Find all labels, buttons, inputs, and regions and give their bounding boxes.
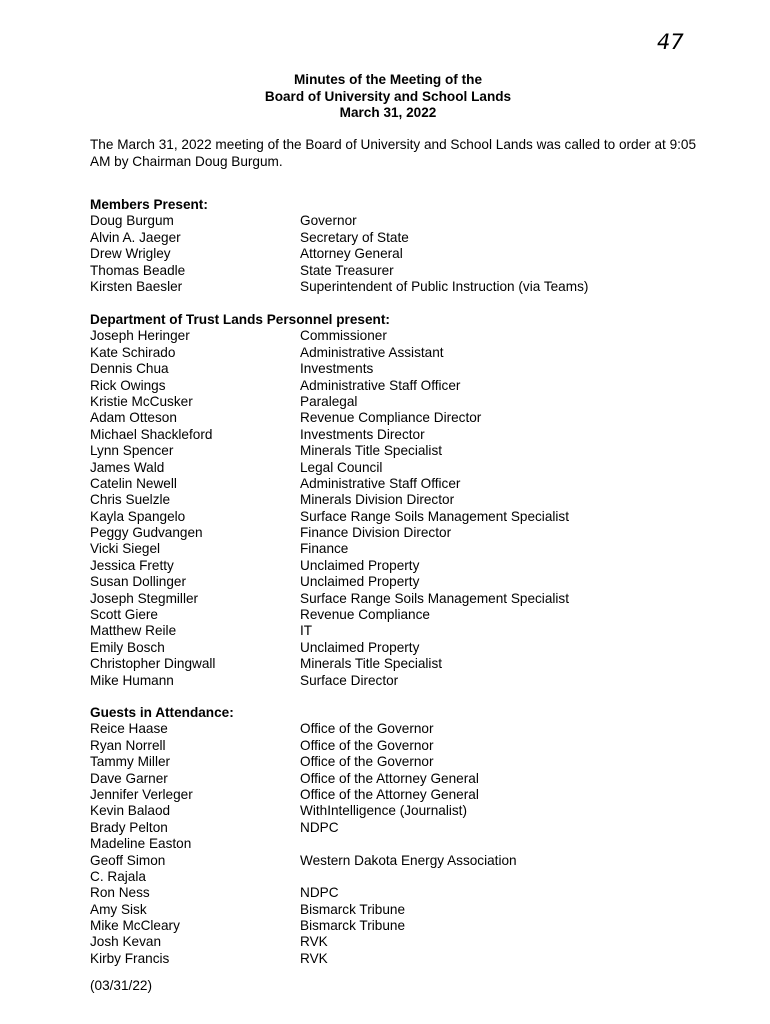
attendee-row [90,279,710,295]
attendee-name: Drew Wrigley [90,246,171,262]
attendee-name: Scott Giere [90,607,158,623]
attendee-row [90,656,710,672]
section-heading: Department of Trust Lands Personnel present: [90,312,390,327]
attendee-row [90,673,710,689]
intro-paragraph: The March 31, 2022 meeting of the Board of University and School Lands was called to order at 9:05 AM by Chairman Doug Burgum. [90,137,697,169]
attendee-role: Surface Director [300,672,399,688]
attendee-row [90,934,710,950]
attendee-role: Unclaimed Property [300,639,420,655]
attendee-name: Reice Haase [90,721,168,737]
attendee-name: Lynn Spencer [90,443,174,459]
attendee-name: Brady Pelton [90,819,168,835]
attendee-role: Administrative Assistant [300,344,444,360]
attendee-row [90,623,710,639]
attendee-name: Adam Otteson [90,410,177,426]
attendee-name: Rick Owings [90,377,166,393]
attendee-name: Emily Bosch [90,639,165,655]
attendee-row [90,918,710,934]
attendee-row [90,263,710,279]
attendee-role: Superintendent of Public Instruction (via Teams) [300,278,589,294]
attendee-role: Office of the Attorney General [300,786,479,802]
attendee-name: Mike Humann [90,672,174,688]
attendee-role: Attorney General [300,246,403,262]
attendee-row [90,591,710,607]
page-number: 47 [657,30,684,54]
attendee-row [90,902,710,918]
attendee-row [90,230,710,246]
attendee-role: State Treasurer [300,262,394,278]
attendee-row [90,640,710,656]
attendee-role: Commissioner [300,328,387,344]
attendee-name: Amy Sisk [90,901,147,917]
attendee-role: Minerals Title Specialist [300,443,443,459]
attendee-role: Finance [300,541,349,557]
attendee-name: Joseph Heringer [90,328,190,344]
attendee-role: NDPC [300,819,339,835]
attendee-row [90,394,710,410]
footer-date: (03/31/22) [90,978,152,993]
attendee-name: Christopher Dingwall [90,656,216,672]
attendee-name: Josh Kevan [90,934,162,950]
attendee-role: Secretary of State [300,229,409,245]
attendee-row [90,213,710,229]
attendee-name: Catelin Newell [90,475,177,491]
attendee-role: Office of the Governor [300,737,434,753]
attendee-row [90,443,710,459]
attendee-row [90,460,710,476]
attendee-role: Administrative Staff Officer [300,377,461,393]
attendee-row [90,820,710,836]
attendee-name: Vicki Siegel [90,541,161,557]
attendee-role: Office of the Governor [300,721,434,737]
attendee-role: Office of the Governor [300,754,434,770]
attendee-role: Surface Range Soils Management Specialist [300,590,570,606]
attendee-role: Investments Director [300,426,425,442]
attendee-name: Doug Burgum [90,213,174,229]
attendee-name: Alvin A. Jaeger [90,229,181,245]
attendee-role: Bismarck Tribune [300,918,406,934]
attendee-role: Legal Council [300,459,383,475]
attendee-row [90,869,710,885]
attendee-row [90,492,710,508]
attendee-name: Jessica Fretty [90,557,174,573]
personnel-present-section [90,312,710,689]
attendee-name: Ryan Norrell [90,737,166,753]
attendee-role: Surface Range Soils Management Specialist [300,508,570,524]
attendee-role: Minerals Division Director [300,492,455,508]
attendee-name: Kevin Balaod [90,803,171,819]
attendee-role: Unclaimed Property [300,574,420,590]
attendee-role: Governor [300,213,357,229]
attendee-name: Thomas Beadle [90,262,186,278]
attendee-name: Ron Ness [90,885,150,901]
attendee-role: RVK [300,934,328,950]
attendee-row [90,410,710,426]
attendee-role: Revenue Compliance [300,607,430,623]
attendee-row [90,476,710,492]
attendee-row [90,721,710,737]
attendee-row [90,738,710,754]
attendee-name: Geoff Simon [90,852,166,868]
attendee-name: Michael Shackleford [90,426,213,442]
attendee-row [90,771,710,787]
attendee-role: Unclaimed Property [300,557,420,573]
attendee-role: Office of the Attorney General [300,770,479,786]
attendee-name: Dennis Chua [90,361,169,377]
attendee-name: Madeline Easton [90,836,192,852]
attendee-name: James Wald [90,459,165,475]
attendee-name: Joseph Stegmiller [90,590,199,606]
attendee-role: Minerals Title Specialist [300,656,443,672]
attendee-row [90,427,710,443]
attendee-name: Chris Suelzle [90,492,171,508]
attendee-name: Kate Schirado [90,344,176,360]
attendee-name: C. Rajala [90,868,146,884]
attendee-row [90,951,710,967]
attendee-name: Kayla Spangelo [90,508,186,524]
attendee-row [90,607,710,623]
attendee-row [90,361,710,377]
attendee-row [90,885,710,901]
attendee-name: Mike McCleary [90,918,180,934]
document-title [0,72,770,122]
attendee-role: Paralegal [300,393,358,409]
guests-in-attendance-section [90,705,710,967]
attendee-name: Kristie McCusker [90,393,193,409]
attendee-role: Investments [300,361,374,377]
attendee-role: NDPC [300,885,339,901]
attendee-name: Jennifer Verleger [90,786,193,802]
attendee-name: Tammy Miller [90,754,171,770]
attendee-row [90,574,710,590]
attendee-name: Dave Garner [90,770,168,786]
attendee-row [90,378,710,394]
title-line: Board of University and School Lands [264,88,512,104]
attendee-name: Kirsten Baesler [90,278,183,294]
attendee-name: Matthew Reile [90,623,177,639]
attendee-name: Susan Dollinger [90,574,186,590]
attendee-role: WithIntelligence (Journalist) [300,803,467,819]
attendee-row [90,787,710,803]
attendee-row [90,525,710,541]
attendee-role: Finance Division Director [300,525,452,541]
attendee-role: IT [300,623,313,639]
attendee-row [90,836,710,852]
section-heading: Guests in Attendance: [90,705,234,720]
attendee-row [90,246,710,262]
members-present-section [90,197,710,295]
attendee-role: Western Dakota Energy Association [300,852,517,868]
title-line: Minutes of the Meeting of the [293,72,483,87]
attendee-row [90,541,710,557]
attendee-role: Revenue Compliance Director [300,410,482,426]
attendee-name: Peggy Gudvangen [90,525,203,541]
attendee-row [90,558,710,574]
attendee-row [90,509,710,525]
attendee-row [90,803,710,819]
attendee-role: Administrative Staff Officer [300,475,461,491]
section-heading: Members Present: [90,197,208,212]
attendee-name: Kirby Francis [90,950,170,966]
attendee-role: Bismarck Tribune [300,901,406,917]
title-date: March 31, 2022 [339,105,437,120]
attendee-row [90,754,710,770]
attendee-row [90,328,710,344]
attendee-row [90,853,710,869]
attendee-row [90,345,710,361]
attendee-role: RVK [300,950,328,966]
